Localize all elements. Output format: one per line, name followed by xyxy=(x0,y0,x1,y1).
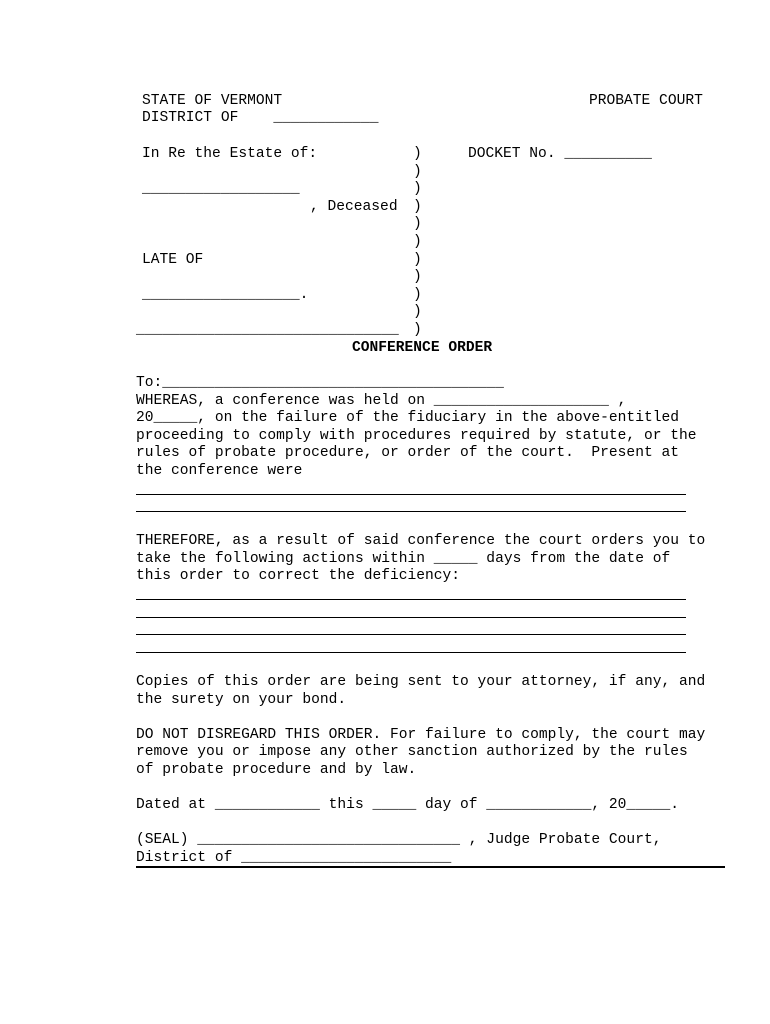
whereas-line: the conference were xyxy=(136,463,303,479)
whereas-line: proceeding to comply with procedures required by statute, or the xyxy=(136,428,697,444)
late-of-label: LATE OF xyxy=(142,252,204,268)
court-name: PROBATE COURT xyxy=(589,93,703,109)
deceased-label: , Deceased xyxy=(310,199,398,215)
actions-blank-line xyxy=(136,617,686,618)
bracket-line: ) xyxy=(413,286,422,303)
to-recipient-field: To:_______________________________________ xyxy=(136,375,504,391)
bracket-line: ) xyxy=(413,233,422,250)
disregard-line: of probate procedure and by law. xyxy=(136,762,417,778)
signature-bottom-rule xyxy=(136,866,725,868)
decedent-name-blank: __________________ xyxy=(142,181,300,197)
bracket-line: ) xyxy=(413,146,422,162)
actions-blank-line xyxy=(136,599,686,600)
bracket-line: ) xyxy=(413,304,422,321)
bracket-line: ) xyxy=(413,163,422,180)
actions-blank-line xyxy=(136,652,686,653)
disregard-line: remove you or impose any other sanction authorized by the rules xyxy=(136,744,688,760)
bracket-line: ) xyxy=(413,321,422,338)
estate-of-label: In Re the Estate of: xyxy=(142,146,318,162)
attendees-blank-line xyxy=(136,511,686,512)
district-field: DISTRICT OF ____________ xyxy=(142,110,379,126)
therefore-line: this order to correct the deficiency: xyxy=(136,568,461,584)
document-title: CONFERENCE ORDER xyxy=(352,340,493,356)
caption-bracket xyxy=(413,146,425,340)
bracket-line: ) xyxy=(413,198,422,215)
copies-line: the surety on your bond. xyxy=(136,692,347,708)
disregard-line: DO NOT DISREGARD THIS ORDER. For failure to comply, the court may xyxy=(136,727,706,743)
copies-line: Copies of this order are being sent to your attorney, if any, and xyxy=(136,674,706,690)
attendees-blank-line xyxy=(136,494,686,495)
seal-judge-line: (SEAL) ______________________________ , Judge Probate Court, xyxy=(136,832,662,848)
therefore-line: take the following actions within _____ days from the date of xyxy=(136,551,671,567)
therefore-line: THEREFORE, as a result of said conference the court orders you to xyxy=(136,533,706,549)
bracket-line: ) xyxy=(413,251,422,268)
caption-bottom-blank: ______________________________ xyxy=(136,322,399,338)
bracket-line: ) xyxy=(413,269,422,286)
docket-number-field: DOCKET No. __________ xyxy=(468,146,652,162)
actions-blank-line xyxy=(136,634,686,635)
district-signature-line: District of ________________________ xyxy=(136,850,452,866)
whereas-line: 20_____, on the failure of the fiduciary in the above-entitled xyxy=(136,410,679,426)
dated-line: Dated at ____________ this _____ day of ____________, 20_____. xyxy=(136,797,679,813)
whereas-line: WHEREAS, a conference was held on ____________________ , xyxy=(136,393,627,409)
state-name: STATE OF VERMONT xyxy=(142,93,283,109)
bracket-line: ) xyxy=(413,181,422,198)
late-of-blank: __________________. xyxy=(142,287,309,303)
whereas-line: rules of probate procedure, or order of the court. Present at xyxy=(136,445,679,461)
bracket-line: ) xyxy=(413,216,422,233)
